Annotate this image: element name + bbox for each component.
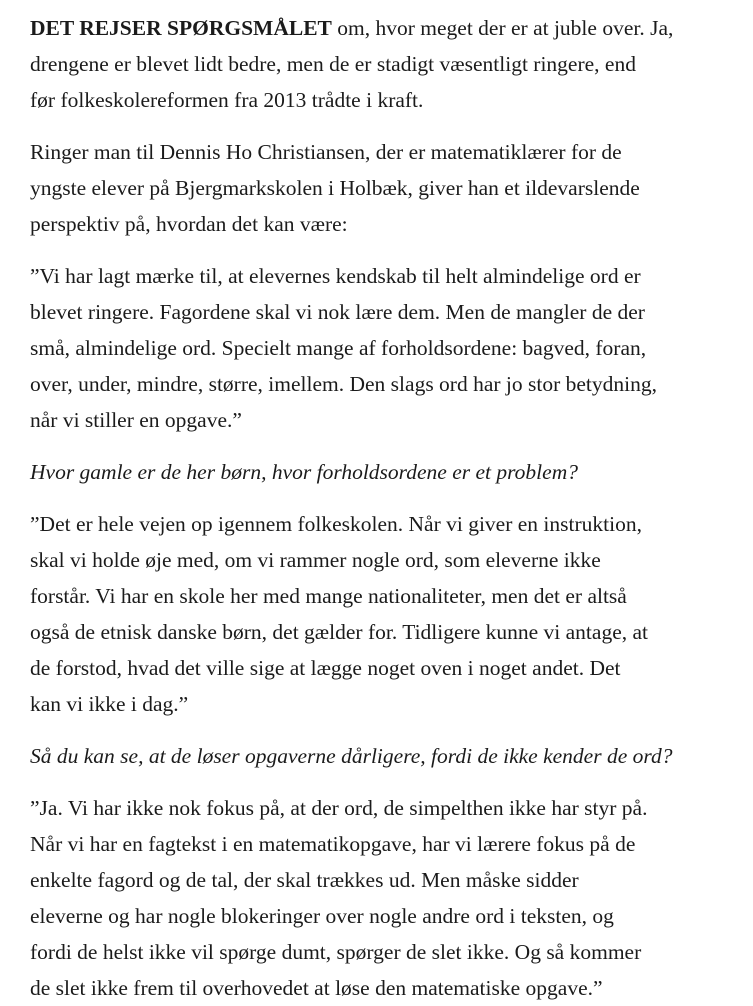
paragraph: [30, 790, 753, 1006]
text-line: perspektiv på, hvordan det kan være:: [30, 212, 348, 236]
text-line: drengene er blevet lidt bedre, men de er stadigt væsentligt ringere, end: [30, 52, 636, 76]
text-line: eleverne og har nogle blokeringer over nogle andre ord i teksten, og: [30, 904, 614, 928]
interview-question: [30, 454, 753, 490]
text-line: kan vi ikke i dag.”: [30, 692, 189, 716]
paragraph: [30, 258, 753, 438]
text-line: [30, 10, 753, 46]
lead-in: DET REJSER SPØRGSMÅLET: [30, 16, 332, 40]
text-line: de slet ikke frem til overhovedet at løse den matematiske opgave.”: [30, 976, 603, 1000]
text-line: når vi stiller en opgave.”: [30, 408, 242, 432]
text-line: Ringer man til Dennis Ho Christiansen, der er matematiklærer for de: [30, 140, 622, 164]
text-line: ”Ja. Vi har ikke nok fokus på, at der ord, de simpelthen ikke har styr på.: [30, 796, 648, 820]
text-line: Så du kan se, at de løser opgaverne dårligere, fordi de ikke kender de ord?: [30, 744, 673, 768]
text-line: yngste elever på Bjergmarkskolen i Holbæk, giver han et ildevarslende: [30, 176, 640, 200]
paragraph: [30, 506, 753, 722]
interview-question: [30, 738, 753, 774]
text-line: ”Vi har lagt mærke til, at elevernes kendskab til helt almindelige ord er: [30, 264, 641, 288]
text-line: over, under, mindre, større, imellem. Den slags ord har jo stor betydning,: [30, 372, 658, 396]
text-line: blevet ringere. Fagordene skal vi nok lære dem. Men de mangler de der: [30, 300, 645, 324]
text-span: om, hvor meget der er at juble over. Ja,: [331, 16, 674, 40]
paragraph: [30, 10, 753, 118]
text-line: små, almindelige ord. Specielt mange af forholdsordene: bagved, foran,: [30, 336, 647, 360]
text-line: før folkeskolereformen fra 2013 trådte i kraft.: [30, 88, 424, 112]
text-line: skal vi holde øje med, om vi rammer nogle ord, som eleverne ikke: [30, 548, 601, 572]
text-line: også de etnisk danske børn, det gælder for. Tidligere kunne vi antage, at: [30, 620, 648, 644]
text-line: fordi de helst ikke vil spørge dumt, spørger de slet ikke. Og så kommer: [30, 940, 642, 964]
text-line: enkelte fagord og de tal, der skal trækkes ud. Men måske sidder: [30, 868, 579, 892]
text-line: forstår. Vi har en skole her med mange nationaliteter, men det er altså: [30, 584, 627, 608]
paragraph: [30, 134, 753, 242]
text-line: Når vi har en fagtekst i en matematikopgave, har vi lærere fokus på de: [30, 832, 636, 856]
text-line: de forstod, hvad det ville sige at lægge noget oven i noget andet. Det: [30, 656, 621, 680]
text-line: ”Det er hele vejen op igennem folkeskolen. Når vi giver en instruktion,: [30, 512, 642, 536]
text-line: Hvor gamle er de her børn, hvor forholdsordene er et problem?: [30, 460, 578, 484]
